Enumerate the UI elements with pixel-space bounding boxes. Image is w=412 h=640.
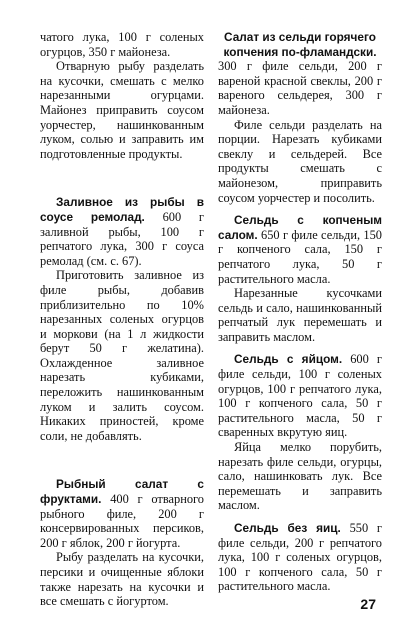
recipe-method: Рыбу разделать на кусочки, персики и очищенные яблоки также нарезать на кусочки и все смешать с йогуртом. [40,550,204,609]
recipe-ingredients-continued: чатого лука, 100 г соленых огурцов, 350 г майонеза. [40,30,204,59]
recipe-method: Отварную рыбу разделать на кусочки, смешать с мелко нарезанными огурцами. Майонез приправить соусом уорчестер, нашинкованным луком, солью и заправить им подготовленные продукты. [40,59,204,161]
recipe-title: Сельдь с копченым салом. [218,213,382,242]
page-number: 27 [360,596,376,612]
recipe-title: Сельдь с яйцом. [234,352,343,367]
recipe-method: Нарезанные кусочками сельдь и сало, нашинкованный репчатый лук перемешать и заправить маслом. [218,286,382,344]
recipe-ingredients: 300 г филе сельди, 200 г вареной красной свеклы, 200 г вареного сельдерея, 300 г майонеза. [218,59,382,117]
left-column [40,30,204,609]
recipe-ingredients: 600 г филе сельди, 100 г соленых огурцов, 100 г репчатого лука, 100 г копченого сала, 50 г растительного масла, 50 г сваренных вкрутую яиц. [218,352,382,440]
recipe-with-egg [218,352,382,440]
recipe-method: Приготовить заливное из филе рыбы, добавив приблизительно по 10% нарезанных соленых огурцов и моркови (на 1 л жидкости берут 50 г желатина). Охлажденное заливное нарезать кубиками, переложить нашинкованным луком и залить соусом. Никаких приностей, кроме соли, не добавлять. [40,268,204,443]
recipe-ingredients: 600 г заливной рыбы, 100 г репчатого лука, 300 г соуса ремолад (см. с. 67). [40,209,204,268]
recipe-title: Салат из сельди горячего копчения по-фламандски. [223,30,377,59]
recipe-remoulade [40,195,204,268]
recipe-title: Заливное из рыбы в соусе ремолад. [40,195,204,224]
recipe-ingredients: 400 г отварного рыбного филе, 200 г консервированных персиков, 200 г яблок, 200 г йогурта. [40,492,204,550]
recipe-ingredients: 550 г филе сельди, 200 г репчатого лука, 100 г соленых огурцов, 100 г копченого сала, 50 г растительного масла. [218,521,382,594]
recipe-without-egg [218,521,382,594]
recipe-title: Рыбный салат с фруктами. [40,477,204,507]
right-column [218,30,382,594]
recipe-ingredients: 650 г филе сельди, 150 г копченого сала, 150 г репчатого лука, 50 г растительного масла. [218,227,382,286]
recipe-method: Филе сельди разделать на порции. Нарезать кубиками свеклу и сельдерей. Все продукты смешать с майонезом, приправить соусом уорчестер и посолить. [218,117,382,205]
recipe-method: Яйца мелко порубить, нарезать филе сельди, огурцы, сало, нашинковать лук. Все перемешать и заправить маслом. [218,440,382,513]
recipe-smoked-lard [218,213,382,286]
recipe-title: Сельдь без яиц. [234,521,341,535]
recipe-fruit-salad [40,477,204,550]
